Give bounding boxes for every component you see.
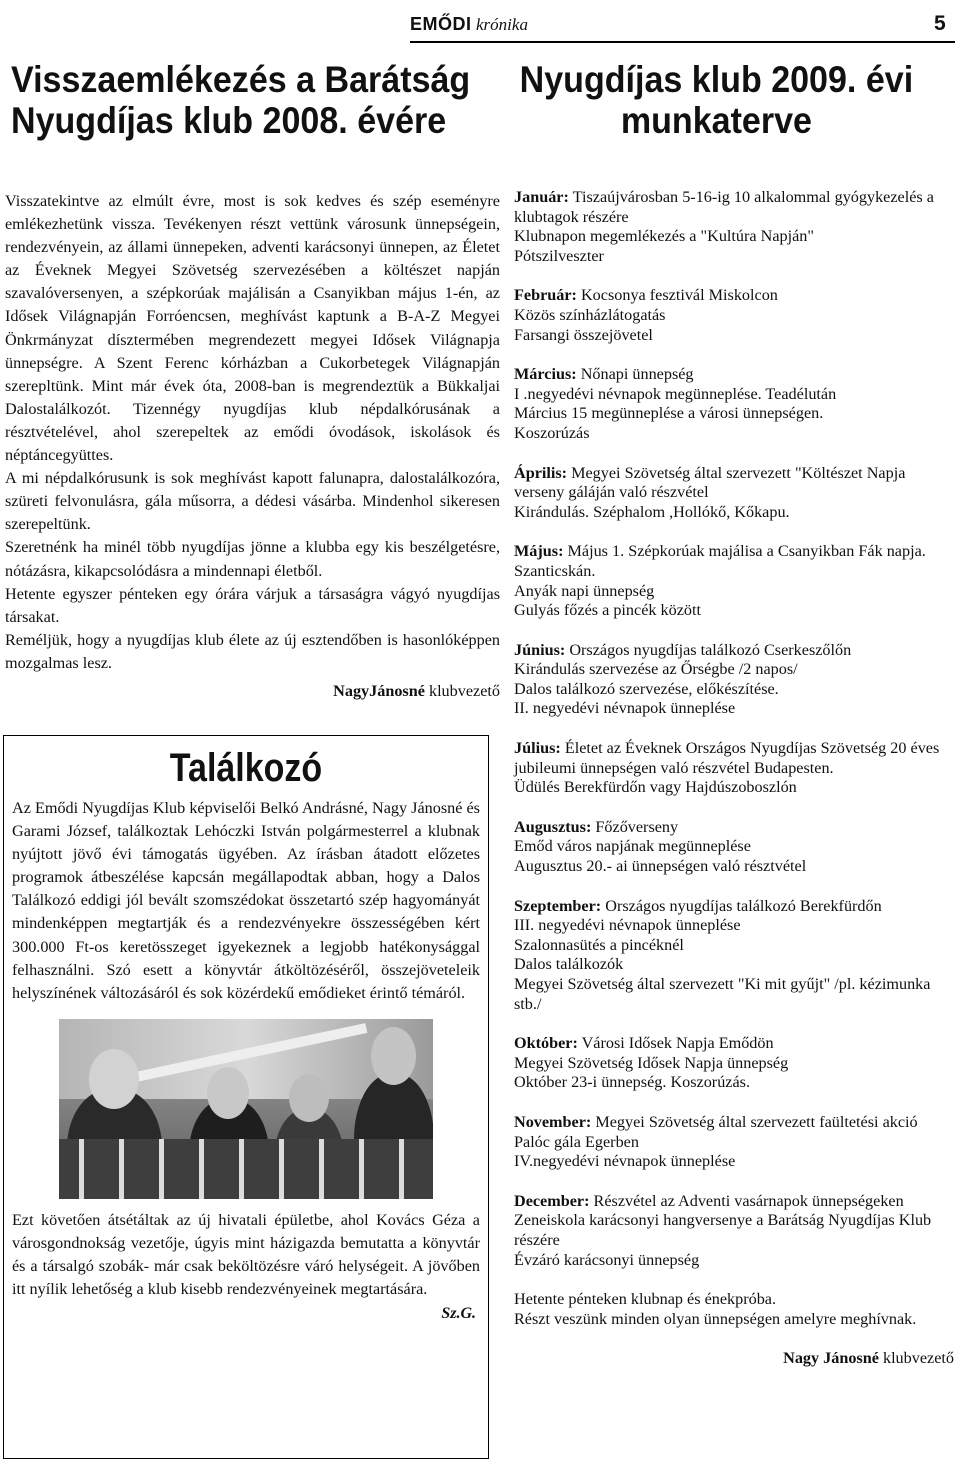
workplan-line-text: Nőnapi ünnepség [580, 365, 694, 384]
month-name: December: [514, 1191, 590, 1210]
workplan-line [514, 247, 954, 267]
box-signature: Sz.G. [441, 1305, 476, 1323]
workplan-line-text: Közös színházlátogatás [514, 305, 666, 324]
month-name: Szeptember: [514, 896, 602, 915]
workplan-line [514, 227, 954, 247]
workplan-line-text: Augusztus 20.- ai ünnepségen való résztvétel [514, 857, 807, 876]
workplan-month [514, 641, 954, 719]
workplan-line [514, 542, 954, 581]
workplan-line-text: Főzőverseny [595, 817, 679, 836]
workplan-line [514, 503, 954, 523]
workplan-line-text: Palóc gála Egerben [514, 1132, 639, 1151]
workplan-line-text: Városi Idősek Napja Emődön [581, 1034, 774, 1053]
month-name: Február: [514, 286, 577, 305]
workplan-line [514, 699, 954, 719]
workplan-line-text: Életet az Éveknek Országos Nyugdíjas Szövetség 20 éves jubileumi ünnepségen való részvétel Budapesten. [514, 739, 940, 777]
header-rule [410, 41, 955, 43]
right-column [514, 60, 954, 1369]
workplan-line [514, 385, 954, 405]
workplan-line-text: Dalos találkozó szervezése, előkészítése. [514, 679, 779, 698]
workplan-month [514, 365, 954, 443]
workplan-line-text: Megyei Szövetség által szervezett "Ki mit gyűjt" /pl. kézimunka stb./ [514, 975, 931, 1013]
signature-role: klubvezető [882, 1349, 954, 1368]
workplan-line-text: II. negyedévi névnapok ünneplése [514, 699, 736, 718]
article-signature [5, 682, 500, 701]
talalkozo-box [3, 735, 489, 1459]
workplan-line-text: Megyei Szövetség Idősek Napja ünnepség [514, 1053, 789, 1072]
workplan-month [514, 1113, 954, 1172]
signature-role: klubvezető [428, 681, 500, 700]
article-title-2008 [11, 60, 551, 190]
workplan-line [514, 464, 954, 503]
workplan-line-text: Klubnapon megemlékezés a "Kultúra Napján" [514, 227, 814, 246]
workplan-line [514, 660, 954, 680]
workplan-line-text: Zeneiskola karácsonyi hangversenye a Barátság Nyugdíjas Klub részére [514, 1211, 932, 1249]
workplan-line [514, 1073, 954, 1093]
workplan-line [514, 778, 954, 798]
month-name: Október: [514, 1034, 578, 1053]
workplan-month [514, 542, 954, 620]
workplan-line-text: Gulyás főzés a pincék között [514, 601, 701, 620]
workplan-line-text: Üdülés Berekfürdőn vagy Hajdúszoboszlón [514, 778, 797, 797]
workplan-line [514, 975, 954, 1014]
article-paragraph: Visszatekintve az elmúlt évre, most is sok kedves és szép eseményre emlékezhetünk vissza. Tevékenyen részt vettünk városunk ünnepségein, rendezvényein, az állami ünnepeken, adventi karácsonyi ünnepen, az Életet az Éveknek Megyei Szövetség szervezésében a költészet napján szavalóversenyen, a szépkorúak majálisán a Csanyikban május 1-én, az Idősek Világnapján Forróencsen, meghívást kaptunk a B-A-Z Megyei Önkrmányzat dísztermében megrendezett megyei Idősek Világnapja ünnepségre. A Szent Ferenc kórházban a Cukorbetegek Világnapján szerepltünk. Mint már évek óta, 2008-ban is megrendeztük a Bükkaljai Dalostalálkozót. Tizennégy nyugdíjas klub népdalkórusának a résztvételével, ahol szerepeltek az emődi óvodások, iskolások és néptáncegyüttes. [5, 192, 500, 465]
box-title: Találkozó [169, 746, 323, 790]
workplan-line [514, 365, 954, 385]
workplan-line-text: Szalonnasütés a pincéknél [514, 935, 684, 954]
workplan-month [514, 739, 954, 798]
month-name: Március: [514, 365, 577, 384]
workplan-line-text: Megyei Szövetség által szervezett "Költészet Napja verseny gáláján való részvétel [514, 463, 906, 502]
workplan-line [514, 424, 954, 444]
article-paragraph: A mi népdalkórusunk is sok meghívást kapott falunapra, dalostalálkozóra, szüreti felvonulásra, gála műsorra, a dédesi vásárba. Mindenhol sikeresen szerepeltünk. [5, 469, 500, 534]
article-body-2008 [5, 190, 500, 701]
workplan-line [514, 955, 954, 975]
meeting-photo [59, 1019, 433, 1199]
workplan-line [514, 326, 954, 346]
workplan-title-line-2: munkaterve [620, 99, 812, 141]
workplan-line [514, 582, 954, 602]
workplan-line-text: Dalos találkozók [514, 955, 624, 974]
article-paragraph: Szeretnénk ha minél több nyugdíjas jönne a klubba egy kis beszélgetésre, nótázásra, kikapcsolódásra a mindennapi életből. [5, 538, 500, 580]
workplan-month [514, 286, 954, 345]
workplan-month [514, 464, 954, 523]
workplan-line-text: I .negyedévi névnapok megünneplése. Teadélután [514, 384, 837, 403]
brand-name: EMŐDI [410, 14, 472, 34]
workplan-line-text: Tiszaújvárosban 5-16-ig 10 alkalommal gyógykezelés a klubtagok részére [514, 188, 934, 226]
workplan-line [514, 1113, 954, 1133]
month-name: Augusztus: [514, 817, 592, 836]
page-number: 5 [934, 12, 946, 35]
article-paragraph: Reméljük, hogy a nyugdíjas klub élete az új esztendőben is hasonlóképpen mozgalmas lesz. [5, 630, 500, 672]
workplan-line [514, 1054, 954, 1074]
workplan-line [514, 739, 954, 778]
publication-name [410, 14, 528, 35]
workplan-signature [514, 1349, 954, 1369]
workplan-line [514, 601, 954, 621]
workplan-line-text: Kirándulás. Széphalom ,Hollókő, Kőkapu. [514, 502, 790, 521]
page-header [0, 0, 960, 44]
workplan-line-text: Kocsonya fesztivál Miskolcon [580, 286, 778, 305]
workplan-line [514, 306, 954, 326]
workplan-line [514, 404, 954, 424]
month-name: Július: [514, 739, 561, 758]
workplan-line-text: Részvétel az Adventi vasárnapok ünnepségeken [593, 1191, 904, 1210]
workplan-line [514, 188, 954, 227]
workplan-line-text: Emőd város napjának megünneplése [514, 837, 751, 856]
workplan-line-text: Anyák napi ünnepség [514, 581, 655, 600]
workplan-line [514, 837, 954, 857]
workplan-line [514, 1251, 954, 1271]
article-paragraph: Hetente egyszer pénteken egy órára várjuk a társaságra vágyó nyugdíjas társakat. [5, 584, 500, 626]
workplan-title-line-1: Nyugdíjas klub 2009. évi [519, 59, 914, 100]
workplan-line [514, 897, 954, 917]
workplan-line-text: Május 1. Szépkorúak majálisa a Csanyikban Fák napja. Szanticskán. [514, 542, 926, 580]
workplan-line [514, 1034, 954, 1054]
workplan-line-text: III. negyedévi névnapok ünneplése [514, 916, 741, 935]
workplan-line [514, 1211, 954, 1250]
workplan-line-text: Koszorúzás [514, 423, 590, 442]
workplan-closing [514, 1290, 954, 1369]
box-paragraph: Az Emődi Nyugdíjas Klub képviselői Belkó Andrásné, Nagy Jánosné és Garami József, találkoztak Lehóczki István polgármesterrel a klubnak nyújtott jövő évi támogatás ügyében. Az írásban átadott előzetes programok átbeszélése kapcsán megállapodtak abban, hogy a Dalos Találkozó eddigi jól bevált szomszédokat összetartó szép hagyományát mindenképpen megtartják és a rendezvényekre összességében kért 300.000 Ft-os keretösszeget igyekeznek a legjobb hatékonysággal felhasználni. Szó esett a könyvtár átköltözéséről, összejöveteleik helyszínének változásáról és sok közérdekű emődieket érintő témáról. [12, 799, 480, 1002]
workplan-line-text: Kirándulás szervezése az Őrségbe /2 napos/ [514, 660, 798, 679]
workplan-line [514, 818, 954, 838]
brand-subtitle: krónika [476, 15, 528, 34]
workplan-line-text: Megyei Szövetség által szervezett faültetési akció [595, 1112, 918, 1131]
month-name: Június: [514, 640, 566, 659]
article-title-line-2: Nyugdíjas klub 2008. évére [11, 99, 447, 141]
workplan-line [514, 857, 954, 877]
workplan-line-text: Március 15 megünneplése a városi ünnepségen. [514, 404, 824, 423]
workplan-line [514, 641, 954, 661]
workplan-title [514, 60, 954, 188]
workplan-line-text: Október 23-i ünnepség. Koszorúzás. [514, 1073, 751, 1092]
workplan-line-text: Farsangi összejövetel [514, 325, 653, 344]
workplan-line [514, 1192, 954, 1212]
month-name: Április: [514, 463, 568, 482]
workplan-line-text: Évzáró karácsonyi ünnepség [514, 1250, 700, 1269]
closing-line: Részt veszünk minden olyan ünnepségen amelyre meghívnak. [514, 1309, 917, 1328]
month-name: Május: [514, 542, 564, 561]
workplan-list [514, 188, 954, 1270]
workplan-line-text: IV.negyedévi névnapok ünneplése [514, 1152, 736, 1171]
workplan-month [514, 818, 954, 877]
left-column [5, 60, 500, 701]
article-title-line-1: Visszaemlékezés a Barátság [11, 59, 471, 100]
workplan-month [514, 188, 954, 266]
month-name: November: [514, 1112, 592, 1131]
workplan-line-text: Pótszilveszter [514, 246, 604, 265]
workplan-line [514, 916, 954, 936]
workplan-line [514, 936, 954, 956]
workplan-month [514, 1192, 954, 1270]
photo-caption: Ezt követően átsétáltak az új hivatali épületbe, ahol Kovács Géza a városgondnokság vezetője, úgyis mint házigazda bemutatta a könyvtár és a társalgó szobák- már csak beköltözésre váró helységeit. A jövőben itt nyílik lehetőség a klub kisebb rendezvényeinek megtartására. [12, 1210, 480, 1299]
signature-name: Nagy Jánosné [783, 1349, 879, 1368]
workplan-line-text: Országos nyugdíjas találkozó Cserkeszőlőn [569, 640, 852, 659]
workplan-line [514, 1133, 954, 1153]
month-name: Január: [514, 188, 569, 206]
workplan-line-text: Országos nyugdíjas találkozó Berekfürdőn [605, 896, 882, 915]
workplan-month [514, 897, 954, 1015]
workplan-line [514, 286, 954, 306]
signature-name: NagyJánosné [333, 681, 425, 700]
workplan-line [514, 1152, 954, 1172]
workplan-month [514, 1034, 954, 1093]
closing-line: Hetente pénteken klubnap és énekpróba. [514, 1290, 777, 1309]
workplan-line [514, 680, 954, 700]
